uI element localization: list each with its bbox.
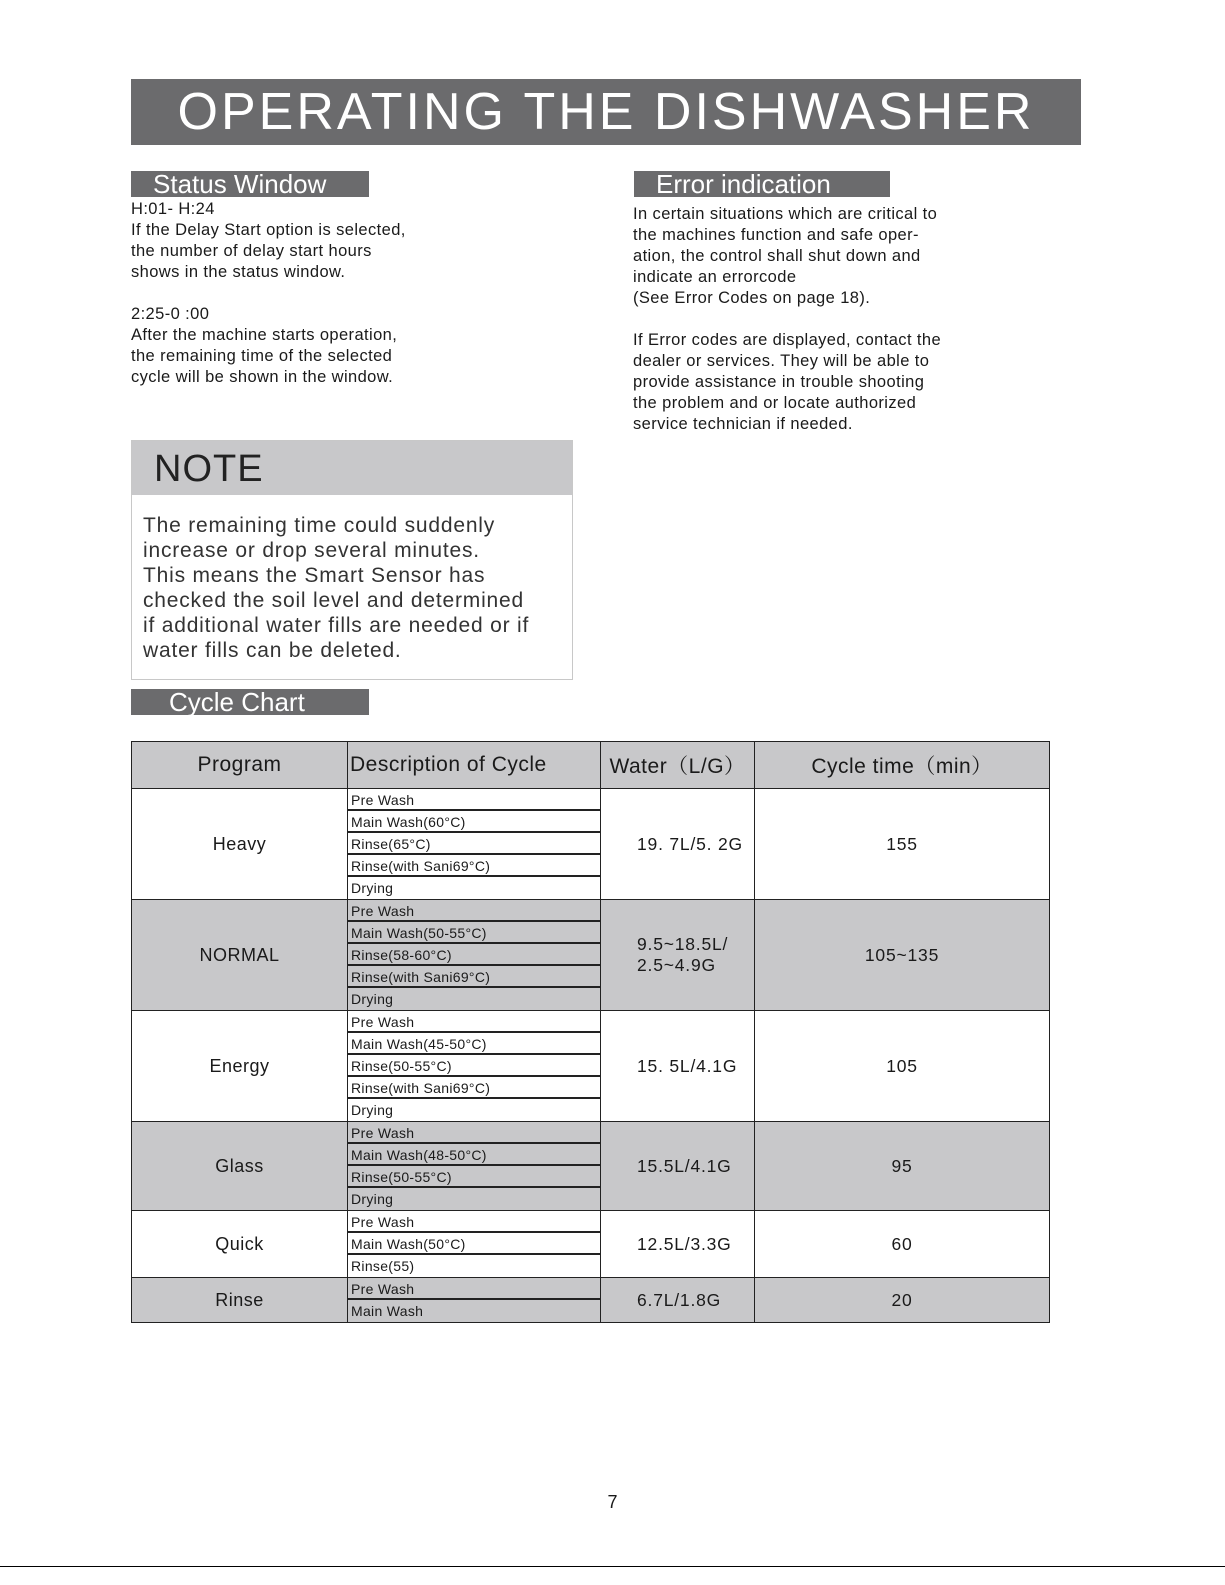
cycle-time-cell: 105 — [755, 1011, 1050, 1122]
column-header-program: Program — [132, 742, 348, 789]
cycle-step: Main Wash(45-50°C) — [348, 1033, 600, 1055]
cycle-step: Pre Wash — [348, 1211, 600, 1233]
table-row — [132, 1122, 1050, 1211]
cycle-time-cell: 20 — [755, 1278, 1050, 1323]
note-heading: NOTE — [132, 441, 572, 495]
table-header-row — [132, 742, 1050, 789]
cycle-step: Rinse(with Sani69°C) — [348, 966, 600, 988]
cycle-step: Drying — [351, 880, 394, 896]
program-cell: Rinse — [132, 1278, 348, 1323]
column-header-description: Description of Cycle — [348, 742, 601, 789]
cycle-step: Pre Wash — [348, 1278, 600, 1300]
page-number: 7 — [607, 1492, 618, 1512]
cycle-step: Rinse(65°C) — [348, 833, 600, 855]
column-header-cycle-time: Cycle time（min） — [755, 742, 1050, 789]
cycle-time-cell: 60 — [755, 1211, 1050, 1278]
description-cell — [348, 789, 601, 900]
table-row — [132, 1278, 1050, 1323]
page-title: OPERATING THE DISHWASHER — [131, 79, 1081, 145]
water-cell: 12.5L/3.3G — [601, 1211, 755, 1278]
cycle-step: Drying — [351, 1102, 394, 1118]
description-cell — [348, 1278, 601, 1323]
water-cell: 9.5~18.5L/ 2.5~4.9G — [601, 900, 755, 1011]
cycle-step: Pre Wash — [348, 900, 600, 922]
cycle-time-cell: 95 — [755, 1122, 1050, 1211]
cycle-step: Main Wash — [351, 1303, 424, 1319]
note-box — [131, 440, 573, 680]
table-row — [132, 789, 1050, 900]
note-text: The remaining time could suddenly increase or drop several minutes. This means the Smart Sensor has checked the soil level and determined if additional water fills are needed or if water fills can be deleted. — [143, 514, 530, 662]
cycle-chart-heading: Cycle Chart — [131, 689, 369, 715]
cycle-step: Drying — [351, 1191, 394, 1207]
description-cell — [348, 900, 601, 1011]
cycle-time-cell: 105~135 — [755, 900, 1050, 1011]
water-cell: 15. 5L/4.1G — [601, 1011, 755, 1122]
description-cell — [348, 1122, 601, 1211]
cycle-step: Pre Wash — [348, 1122, 600, 1144]
cycle-step: Rinse(55) — [351, 1258, 415, 1274]
cycle-step: Pre Wash — [348, 1011, 600, 1033]
bottom-rule — [0, 1566, 1225, 1567]
water-cell: 15.5L/4.1G — [601, 1122, 755, 1211]
cycle-step: Rinse(50-55°C) — [348, 1166, 600, 1188]
program-cell: NORMAL — [132, 900, 348, 1011]
program-cell: Heavy — [132, 789, 348, 900]
cycle-step: Main Wash(50°C) — [348, 1233, 600, 1255]
program-cell: Glass — [132, 1122, 348, 1211]
cycle-time-cell: 155 — [755, 789, 1050, 900]
cycle-chart-table — [131, 741, 1050, 1323]
status-window-text: H:01- H:24 If the Delay Start option is selected, the number of delay start hours shows in the status window. 2:25-0 :00 After the machine starts operation, the remaining time of the selected cycle will be shown in the window. — [131, 200, 406, 386]
program-cell: Quick — [132, 1211, 348, 1278]
status-window-heading: Status Window — [131, 171, 369, 197]
description-cell — [348, 1211, 601, 1278]
cycle-step: Drying — [351, 991, 394, 1007]
table-row — [132, 1011, 1050, 1122]
water-cell: 6.7L/1.8G — [601, 1278, 755, 1323]
water-cell: 19. 7L/5. 2G — [601, 789, 755, 900]
program-cell: Energy — [132, 1011, 348, 1122]
cycle-step: Pre Wash — [348, 789, 600, 811]
table-row — [132, 1211, 1050, 1278]
cycle-step: Main Wash(48-50°C) — [348, 1144, 600, 1166]
cycle-step: Main Wash(50-55°C) — [348, 922, 600, 944]
cycle-step: Rinse(58-60°C) — [348, 944, 600, 966]
cycle-step: Rinse(with Sani69°C) — [348, 855, 600, 877]
description-cell — [348, 1011, 601, 1122]
column-header-water: Water（L/G） — [601, 742, 755, 789]
cycle-step: Main Wash(60°C) — [348, 811, 600, 833]
error-indication-text: In certain situations which are critical to the machines function and safe oper- ation, the control shall shut down and indicate an errorcode (See Error Codes on page 18). If Error codes are displayed, contact the dealer or services. They will be able to provide assistance in trouble shooting the problem and or locate authorized service technician if needed. — [633, 205, 942, 433]
cycle-step: Rinse(with Sani69°C) — [348, 1077, 600, 1099]
error-indication-heading: Error indication — [634, 171, 890, 197]
cycle-step: Rinse(50-55°C) — [348, 1055, 600, 1077]
table-row — [132, 900, 1050, 1011]
